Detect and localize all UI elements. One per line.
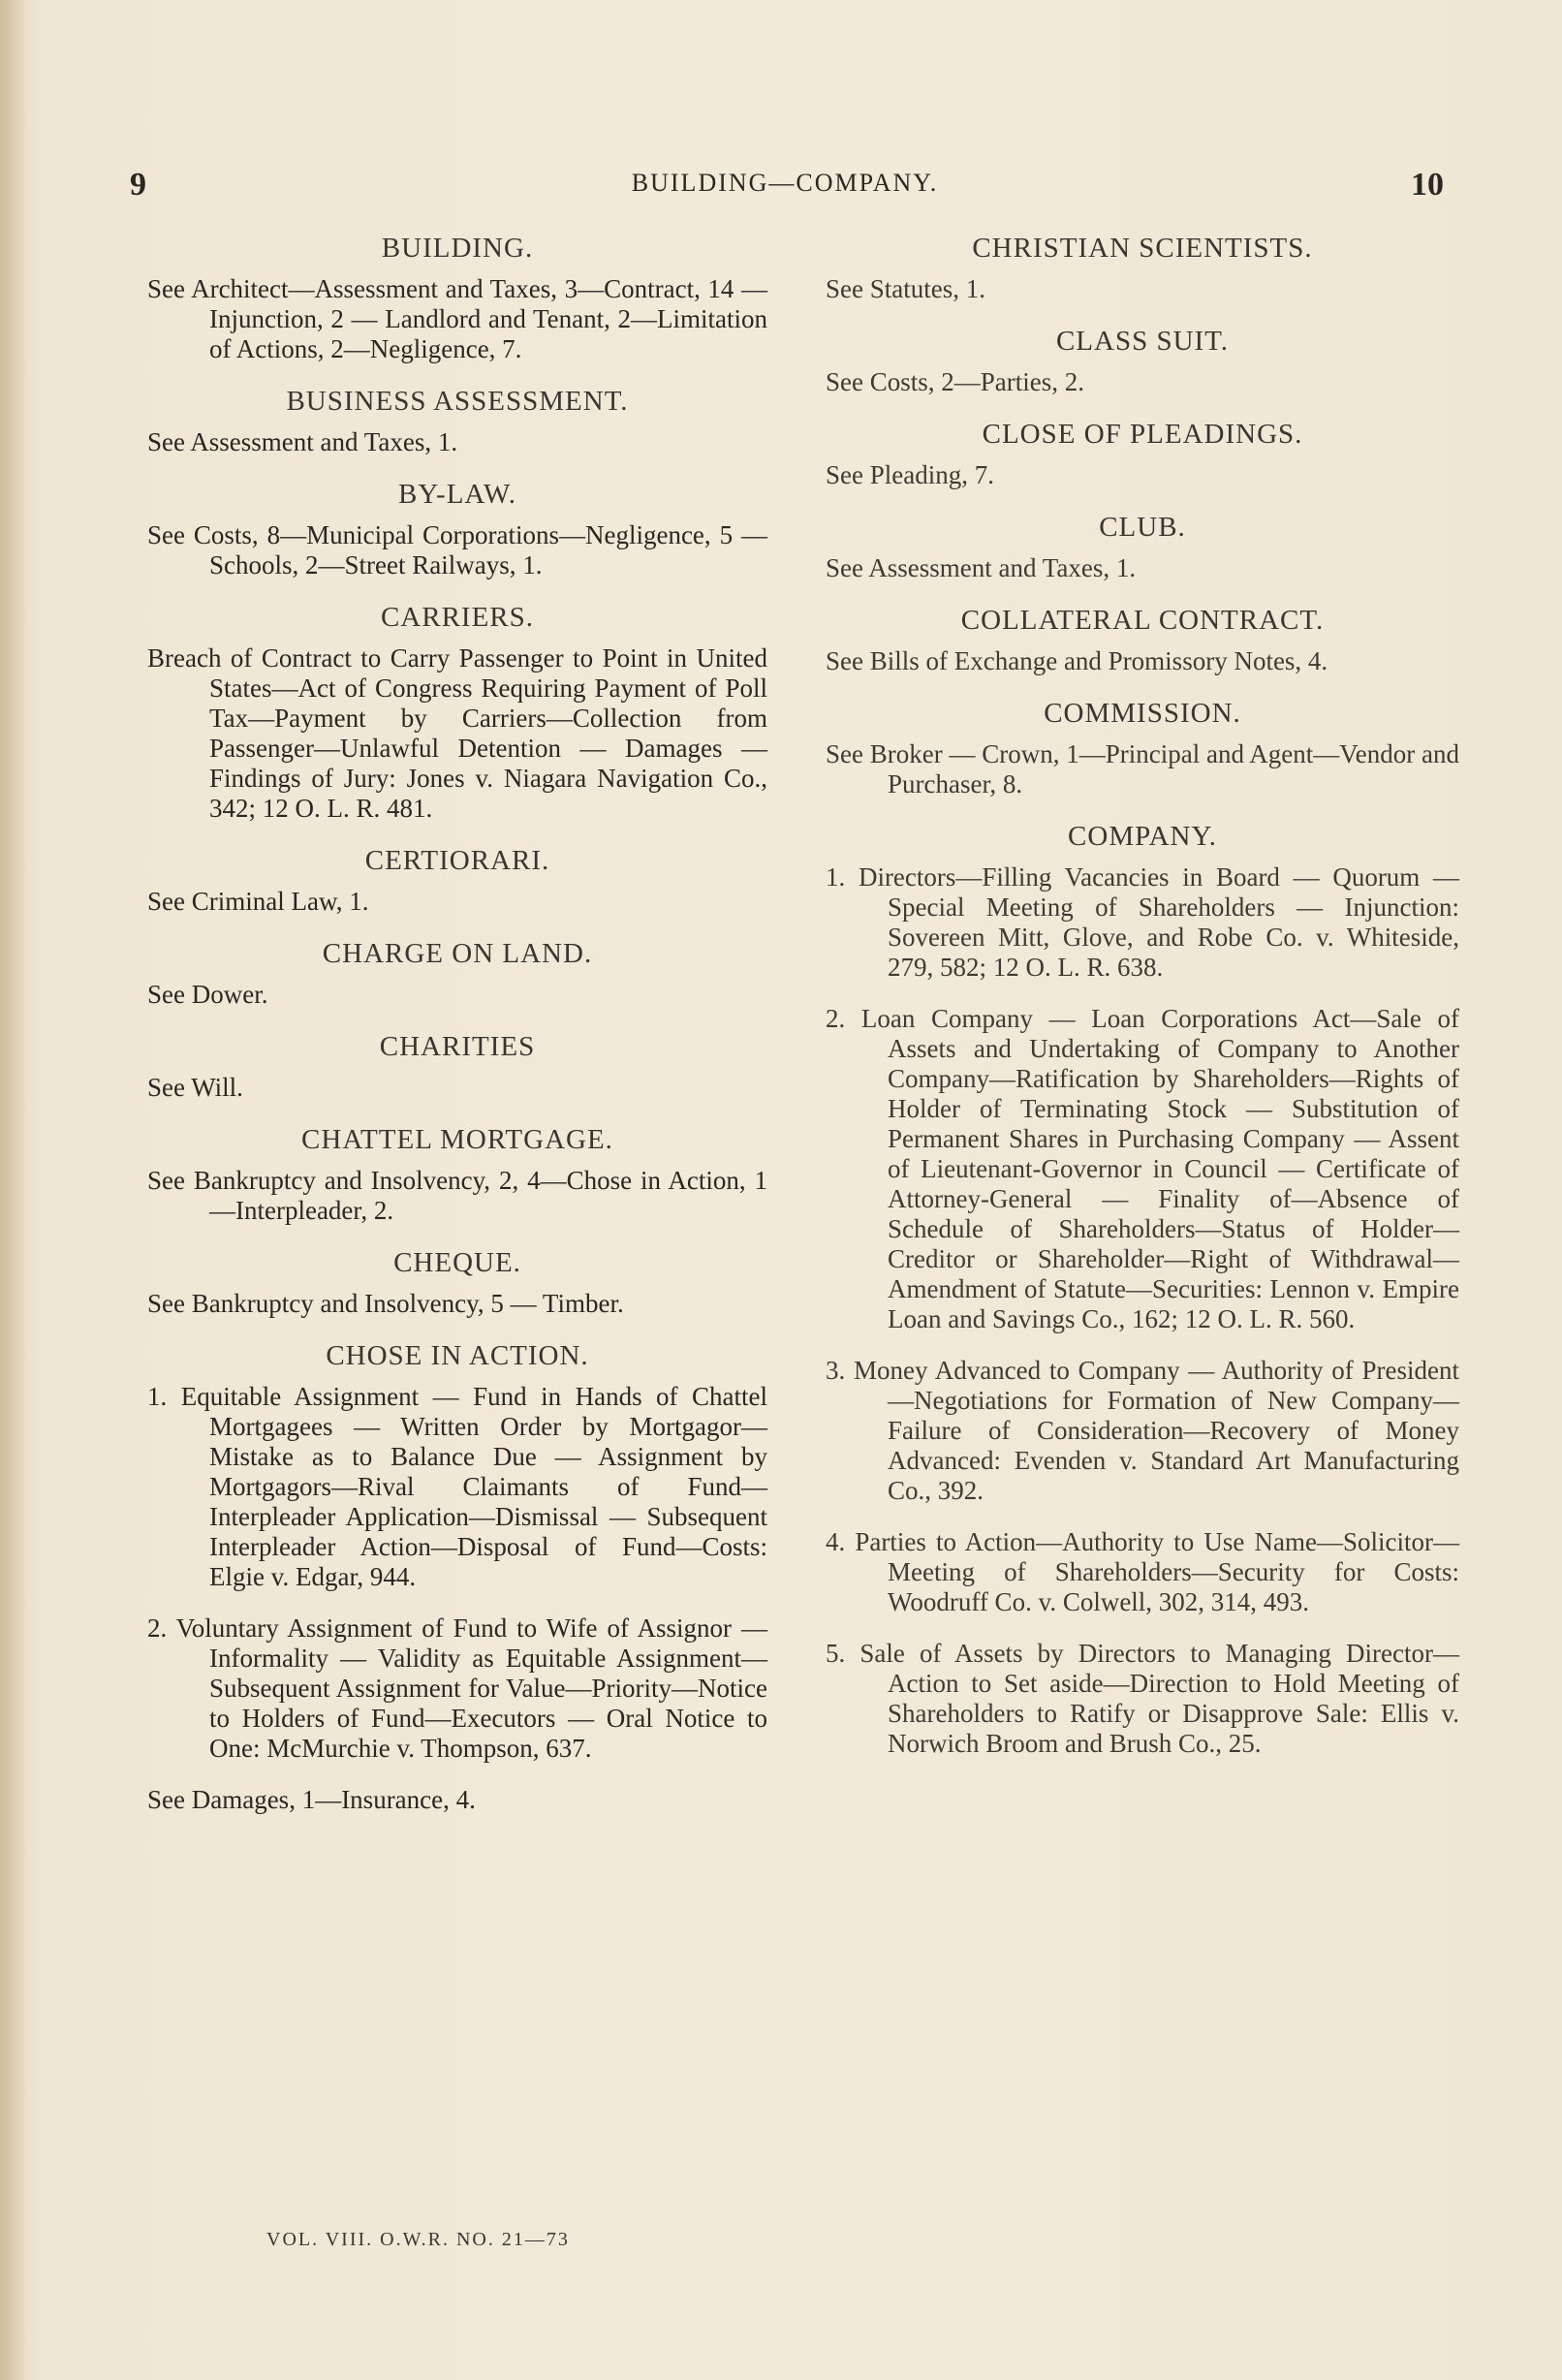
entry-heading: CHARGE ON LAND. [322, 938, 593, 969]
index-entry-carriers [147, 602, 767, 824]
entry-text: See Dower. [147, 980, 268, 1009]
numbered-item: 2. Voluntary Assignment of Fund to Wife of Assignor — Informality — Validity as Equitable Assignment—Subsequent Assignment for Value—Priority—Notice to Holders of Fund—Executors — Oral Notice to One: McMurchie v. Thompson, 637. [147, 1613, 767, 1763]
entry-text: See Architect—Assessment and Taxes, 3—Contract, 14 — Injunction, 2 — Landlord and Tenant, 2—Limitation of Actions, 2—Negligence, 7. [147, 274, 767, 363]
book-spine-edge [0, 0, 25, 2380]
entry-text: Breach of Contract to Carry Passenger to Point in United States—Act of Congress Requiring Payment of Poll Tax—Payment by Carriers—Collection from Passenger—Unlawful Detention — Damages — Findings of Jury: Jones v. Niagara Navigation Co., 342; 12 O. L. R. 481. [147, 643, 767, 823]
index-entry-club [826, 512, 1459, 583]
entry-heading: CLUB. [1099, 512, 1186, 543]
numbered-item: 3. Money Advanced to Company — Authority of President—Negotiations for Formation of New Company—Failure of Consideration—Recovery of Money Advanced: Evenden v. Standard Art Manufacturing Co., 392. [826, 1356, 1459, 1505]
entry-heading: CHRISTIAN SCIENTISTS. [972, 233, 1313, 264]
entry-heading: CHEQUE. [393, 1247, 521, 1278]
index-entry-christian-scientists [826, 233, 1459, 304]
numbered-item: 5. Sale of Assets by Directors to Managing Director—Action to Set aside—Direction to Hold Meeting of Shareholders to Ratify or Disapprove Sale: Ellis v. Norwich Broom and Brush Co., 25. [826, 1639, 1459, 1758]
entry-text: See Assessment and Taxes, 1. [826, 553, 1137, 582]
index-entry-cheque [147, 1247, 767, 1319]
index-entry-certiorari [147, 845, 767, 917]
numbered-item: 4. Parties to Action—Authority to Use Name—Solicitor—Meeting of Shareholders—Security for Costs: Woodruff Co. v. Colwell, 302, 314, 493. [826, 1527, 1459, 1616]
entry-heading: BUSINESS ASSESSMENT. [286, 386, 629, 417]
index-entry-close-of-pleadings [826, 419, 1459, 490]
right-column [826, 233, 1459, 1780]
entry-text: See Costs, 8—Municipal Corporations—Negligence, 5 — Schools, 2—Street Railways, 1. [147, 520, 767, 579]
page-number-right: 10 [1411, 167, 1444, 203]
index-entry-class-suit [826, 326, 1459, 397]
entry-heading: CHARITIES [379, 1031, 536, 1062]
entry-text: See Statutes, 1. [826, 274, 985, 303]
index-entry-by-law [147, 479, 767, 580]
entry-heading: BUILDING. [381, 233, 534, 264]
index-entry-company [826, 821, 1459, 1759]
entry-text: See Pleading, 7. [826, 460, 994, 489]
see-also-text: See Damages, 1—Insurance, 4. [147, 1785, 476, 1814]
entry-heading: CARRIERS. [380, 602, 535, 633]
signature-footer: VOL. VIII. O.W.R. NO. 21—73 [266, 2229, 570, 2250]
entry-heading: COMPANY. [1068, 821, 1217, 852]
left-column [147, 233, 767, 1836]
entry-text: See Broker — Crown, 1—Principal and Agent—Vendor and Purchaser, 8. [826, 739, 1459, 799]
index-entry-business-assessment [147, 386, 767, 457]
entry-text: See Bankruptcy and Insolvency, 2, 4—Chose in Action, 1—Interpleader, 2. [147, 1166, 767, 1225]
entry-heading: COLLATERAL CONTRACT. [960, 605, 1325, 636]
index-entry-building [147, 233, 767, 364]
index-entry-chattel-mortgage [147, 1124, 767, 1226]
entry-heading: CHOSE IN ACTION. [326, 1340, 589, 1371]
index-entry-collateral-contract [826, 605, 1459, 676]
index-entry-commission [826, 698, 1459, 799]
entry-heading: CHATTEL MORTGAGE. [301, 1124, 613, 1155]
numbered-item: 1. Directors—Filling Vacancies in Board — Quorum — Special Meeting of Shareholders — Injunction: Sovereen Mitt, Glove, and Robe Co. v. Whiteside, 279, 582; 12 O. L. R. 638. [826, 862, 1459, 982]
entry-heading: CLASS SUIT. [1055, 326, 1230, 357]
entry-heading: BY-LAW. [397, 479, 517, 510]
entry-text: See Will. [147, 1073, 243, 1102]
entry-heading: CLOSE OF PLEADINGS. [982, 419, 1303, 450]
index-entry-charities [147, 1031, 767, 1103]
entry-heading: COMMISSION. [1044, 698, 1241, 729]
entry-heading: CERTIORARI. [364, 845, 550, 876]
entry-text: See Bills of Exchange and Promissory Notes, 4. [826, 646, 1328, 675]
entry-text: See Bankruptcy and Insolvency, 5 — Timber. [147, 1289, 624, 1318]
entry-text: See Criminal Law, 1. [147, 887, 369, 916]
page-number-left: 9 [130, 167, 146, 203]
page-header [126, 167, 1444, 215]
entry-text: See Assessment and Taxes, 1. [147, 427, 458, 456]
running-title: BUILDING—COMPANY. [631, 169, 939, 197]
numbered-item: 1. Equitable Assignment — Fund in Hands of Chattel Mortgagees — Written Order by Mortgagor—Mistake as to Balance Due — Assignment by Mortgagors—Rival Claimants of Fund—Interpleader Application—Dismissal — Subsequent Interpleader Action—Disposal of Fund—Costs: Elgie v. Edgar, 944. [147, 1382, 767, 1591]
numbered-item: 2. Loan Company — Loan Corporations Act—Sale of Assets and Undertaking of Company to Another Company—Ratification by Shareholders—Rights of Holder of Terminating Stock — Substitution of Permanent Shares in Purchasing Company — Assent of Lieutenant-Governor in Council — Certificate of Attorney-General — Finality of—Absence of Schedule of Shareholders—Status of Holder—Creditor or Shareholder—Right of Withdrawal—Amendment of Statute—Securities: Lennon v. Empire Loan and Savings Co., 162; 12 O. L. R. 560. [826, 1004, 1459, 1333]
entry-text: See Costs, 2—Parties, 2. [826, 367, 1084, 396]
index-entry-chose-in-action [147, 1340, 767, 1815]
index-entry-charge-on-land [147, 938, 767, 1010]
